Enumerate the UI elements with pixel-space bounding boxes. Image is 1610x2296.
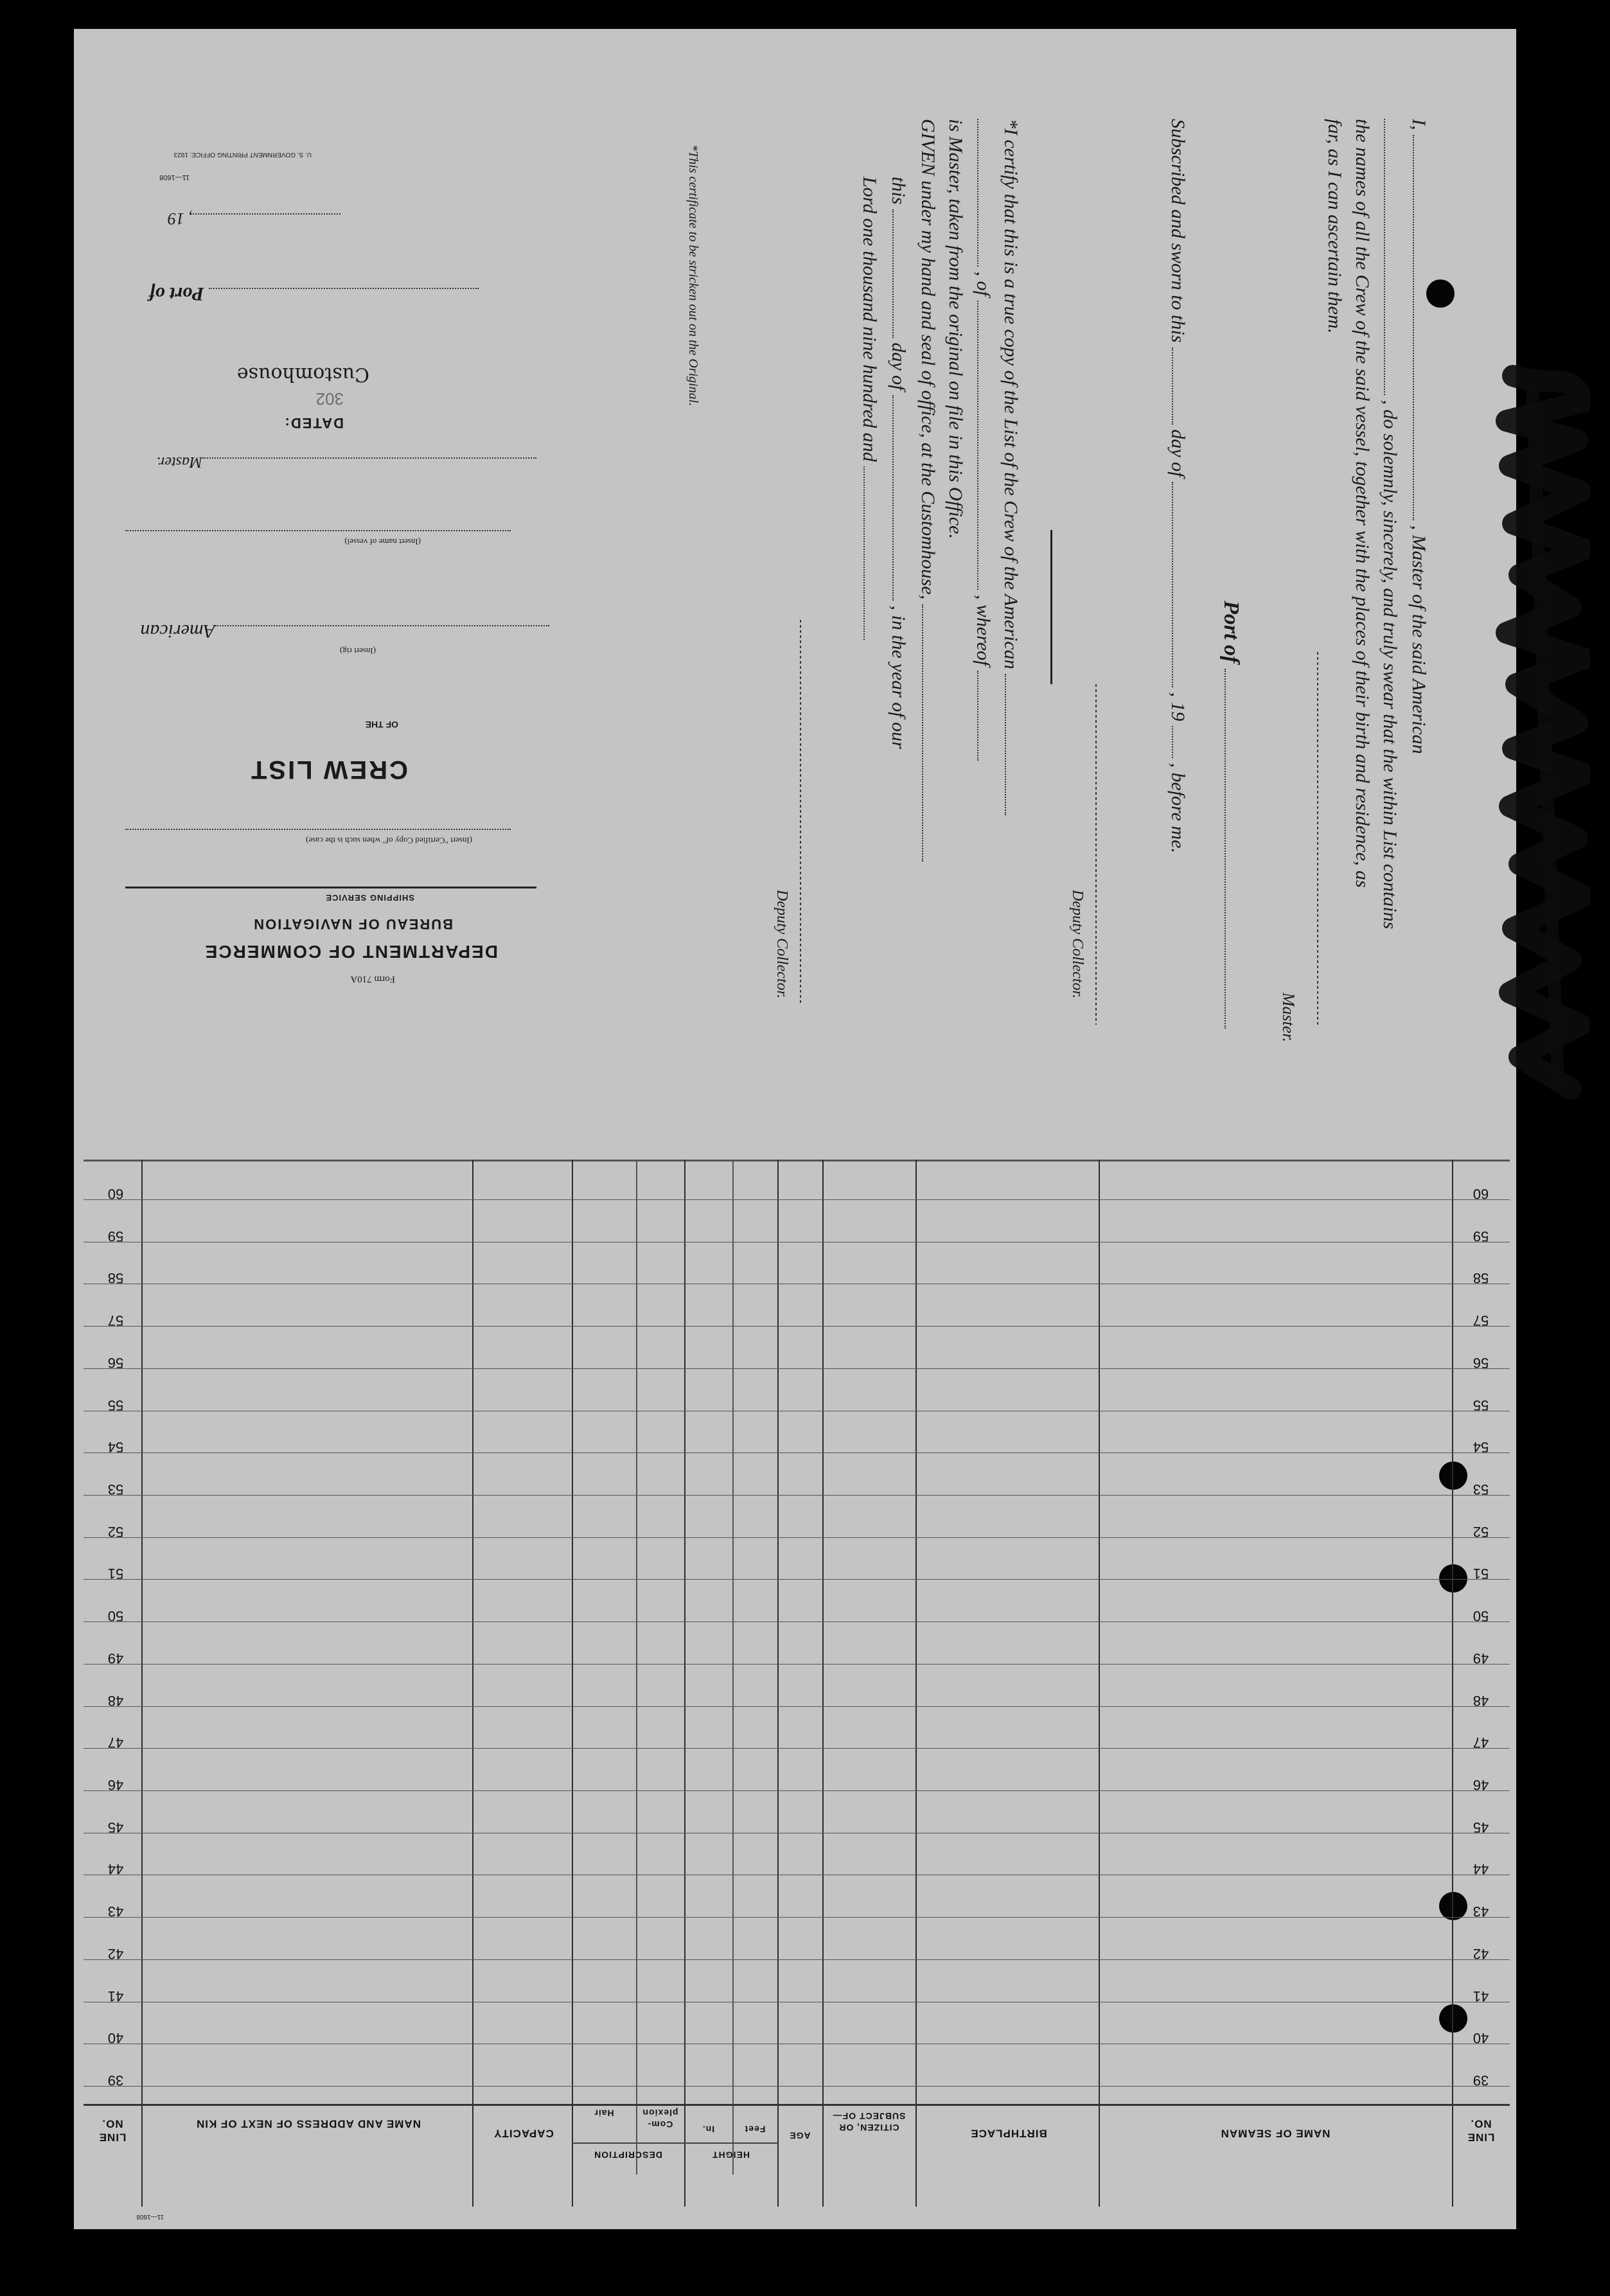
header-inches: In. — [702, 2124, 715, 2135]
given-text: GIVEN under my hand and seal of office, at the Customhouse, — [917, 119, 939, 600]
table-form-code: 11—1608 — [136, 2213, 164, 2220]
row-number-right: 52 — [1473, 1523, 1489, 1540]
row-number-right: 55 — [1473, 1397, 1489, 1413]
col-sep-birthplace — [916, 1160, 917, 2207]
header-citizen: CITIZEN, OR SUBJECT OF— — [832, 2111, 906, 2133]
row-number-left: 60 — [107, 1186, 124, 1202]
cover-printer: U. S. GOVERNMENT PRINTING OFFICE: 1923 — [173, 151, 312, 158]
row-number-left: 45 — [107, 1819, 124, 1835]
cover-master-line — [125, 453, 536, 470]
cert-solemnly: , do solemnly, sincerely, and truly swear that the within List contains — [1379, 400, 1401, 930]
row-number-right: 46 — [1473, 1777, 1489, 1793]
table-row — [84, 1495, 1510, 1496]
row-number-left: 48 — [107, 1692, 124, 1709]
cover-form-no: Form 710A — [350, 974, 395, 984]
cert-is-master: is Master, taken from the original on file in this Office. — [945, 119, 966, 539]
row-number-right: 45 — [1473, 1819, 1489, 1835]
cert-master: , Master of the said American — [1408, 525, 1429, 754]
row-number-right: 49 — [1473, 1650, 1489, 1666]
cover-insert-certified: (Insert "Certified Copy of" when such is the case) — [306, 836, 472, 845]
cover-bureau: BUREAU OF NAVIGATION — [252, 916, 453, 932]
header-birthplace: BIRTHPLACE — [970, 2127, 1047, 2140]
row-number-right: 39 — [1473, 2072, 1489, 2088]
cover-insert-name: (Insert name of vessel) — [344, 537, 421, 547]
row-number-left: 57 — [107, 1312, 124, 1329]
row-number-right: 43 — [1473, 1903, 1489, 1920]
row-number-right: 51 — [1473, 1566, 1489, 1582]
row-number-right: 56 — [1473, 1354, 1489, 1371]
year19-text: , 19 — [1167, 692, 1189, 721]
table-header-border — [84, 2104, 1510, 2106]
cover-insert-rig: (Insert rig) — [340, 646, 376, 656]
cover-form-code: 11—1608 — [159, 173, 190, 181]
lord-text: Lord one thousand nine hundred and — [859, 177, 880, 462]
height-subrule — [684, 2142, 777, 2144]
cover-american: American — [140, 621, 215, 642]
deputy-signature-line-1 — [1095, 684, 1097, 1025]
cert-footnote: *This certificate to be stricken out on the Original. — [686, 145, 700, 407]
table-row — [84, 1621, 1510, 1622]
in-the-year-text: , in the year of our — [888, 605, 909, 749]
col-sep-feet — [732, 1160, 734, 2175]
row-number-left: 52 — [107, 1523, 124, 1540]
row-number-left: 55 — [107, 1397, 124, 1413]
table-row — [84, 1664, 1510, 1665]
cover-american-line — [125, 620, 549, 642]
cert-line-master — [1408, 119, 1429, 754]
row-number-left: 53 — [107, 1481, 124, 1497]
whereof-text: , whereof — [973, 594, 994, 666]
cover-certified-line — [125, 829, 511, 830]
table-row — [84, 1959, 1510, 1960]
master-signature-line — [1317, 652, 1318, 1025]
cert-lord — [858, 177, 880, 640]
col-sep-hair — [636, 1160, 637, 2175]
col-sep-capacity — [472, 1160, 473, 2207]
cover-port-of: Port of — [148, 283, 204, 305]
header-feet: Feet — [744, 2124, 766, 2135]
row-number-left: 47 — [107, 1735, 124, 1751]
cert-rule — [1050, 530, 1052, 684]
col-sep-line-no — [1452, 1160, 1453, 2207]
cover-department: DEPARTMENT OF COMMERCE — [204, 942, 498, 962]
table-row — [84, 2086, 1510, 2087]
header-next-of-kin: NAME AND ADDRESS OF NEXT OF KIN — [196, 2117, 421, 2130]
row-number-right: 53 — [1473, 1481, 1489, 1497]
header-line-no-right: LINE NO. — [1467, 2117, 1495, 2144]
cert-i: I, — [1408, 119, 1429, 130]
row-number-left: 50 — [107, 1608, 124, 1625]
row-number-left: 44 — [107, 1861, 124, 1878]
row-number-left: 56 — [107, 1354, 124, 1371]
of-text: , of — [973, 271, 994, 296]
cert-of-whereof — [972, 119, 994, 761]
row-number-right: 40 — [1473, 2030, 1489, 2047]
cert-far: far, as I can ascertain them. — [1324, 119, 1345, 334]
row-number-right: 60 — [1473, 1186, 1489, 1202]
header-line-no-left: LINE NO. — [98, 2117, 127, 2144]
row-number-right: 42 — [1473, 1945, 1489, 1962]
cert-subscribed — [1167, 119, 1189, 853]
subscribed-text: Subscribed and sworn to this — [1167, 119, 1189, 343]
this-text: this — [888, 177, 909, 205]
row-number-left: 54 — [107, 1439, 124, 1456]
row-number-right: 57 — [1473, 1312, 1489, 1329]
col-sep-description — [572, 1160, 573, 2207]
header-capacity: CAPACITY — [493, 2127, 554, 2140]
col-sep-citizen — [822, 1160, 824, 2207]
row-number-right: 50 — [1473, 1608, 1489, 1625]
cert-line-solemnly — [1379, 119, 1401, 929]
row-number-left: 43 — [107, 1903, 124, 1920]
header-description: DESCRIPTION — [594, 2150, 662, 2160]
cert-port-of — [1219, 601, 1243, 1029]
punch-hole-5 — [1439, 2004, 1467, 2033]
punch-hole-2 — [1439, 1461, 1467, 1490]
deputy-collector-1: Deputy Collector. — [1069, 890, 1086, 999]
row-number-left: 41 — [107, 1988, 124, 2004]
table-row — [84, 1917, 1510, 1918]
col-sep-kin-line — [141, 1160, 143, 2207]
handwritten-vessel-name — [1494, 363, 1590, 1108]
table-row — [84, 1199, 1510, 1200]
deputy-signature-line-2 — [800, 620, 801, 1005]
description-subrule — [572, 2142, 684, 2144]
cert-given — [917, 119, 939, 861]
cert-this-day — [887, 177, 909, 749]
cover-year19: , 19 — [168, 209, 193, 228]
port-of-label: Port of — [1219, 601, 1243, 664]
table-row — [84, 1326, 1510, 1327]
cover-service: SHIPPING SERVICE — [325, 893, 414, 903]
master-label: Master. — [1279, 993, 1298, 1043]
row-number-left: 58 — [107, 1270, 124, 1287]
header-name-of-seaman: NAME OF SEAMAN — [1220, 2127, 1331, 2140]
table-row — [84, 1368, 1510, 1369]
row-number-left: 49 — [107, 1650, 124, 1666]
table-row — [84, 1706, 1510, 1707]
punch-hole-4 — [1439, 1892, 1467, 1920]
before-me-text: , before me. — [1167, 763, 1189, 854]
row-number-left: 39 — [107, 2072, 124, 2088]
document-page — [74, 29, 1516, 2229]
table-top-border — [84, 1160, 1510, 1161]
table-row — [84, 1748, 1510, 1749]
table-row — [84, 1537, 1510, 1538]
col-sep-name — [1099, 1160, 1100, 2207]
certify-text: *I certify that this is a true copy of the List of the Crew of the American — [1000, 119, 1022, 669]
cover-stamp-number: 302 — [315, 389, 344, 409]
row-number-right: 41 — [1473, 1988, 1489, 2004]
table-row — [84, 1579, 1510, 1580]
row-number-right: 58 — [1473, 1270, 1489, 1287]
row-number-left: 42 — [107, 1945, 124, 1962]
cover-port-line — [119, 283, 479, 305]
header-height: HEIGHT — [712, 2150, 750, 2160]
deputy-collector-2: Deputy Collector. — [774, 890, 790, 999]
row-number-right: 54 — [1473, 1439, 1489, 1456]
punch-hole-3 — [1439, 1564, 1467, 1593]
row-number-left: 46 — [107, 1777, 124, 1793]
cover-dated: DATED: — [283, 415, 344, 431]
cert-certify — [1000, 119, 1022, 815]
row-number-right: 59 — [1473, 1228, 1489, 1244]
day-of-text: day of — [1167, 429, 1189, 477]
cover-title: CREW LIST — [249, 755, 408, 784]
header-hair: Hair — [594, 2108, 614, 2119]
row-number-right: 48 — [1473, 1692, 1489, 1709]
cover-customhouse: Customhouse — [236, 363, 369, 385]
col-sep-height — [684, 1160, 686, 2207]
header-age: AGE — [789, 2130, 811, 2141]
cover-of-the: OF THE — [365, 720, 398, 730]
row-number-left: 59 — [107, 1228, 124, 1244]
table-row — [84, 1790, 1510, 1791]
row-number-left: 51 — [107, 1566, 124, 1582]
row-number-right: 44 — [1473, 1861, 1489, 1878]
cert-names: the names of all the Crew of the said vessel, together with the places of their birth and residence, as — [1352, 119, 1373, 888]
col-sep-age — [777, 1160, 779, 2207]
cover-year-line — [122, 209, 341, 228]
day-of-2-text: day of — [888, 342, 909, 391]
cover-master: Master. — [156, 454, 202, 470]
punch-hole-1 — [1426, 279, 1455, 308]
row-number-right: 47 — [1473, 1735, 1489, 1751]
header-complexion: Com- plexion — [642, 2108, 678, 2130]
cover-rule — [125, 887, 536, 888]
row-number-left: 40 — [107, 2030, 124, 2047]
cover-name-line — [125, 530, 511, 531]
